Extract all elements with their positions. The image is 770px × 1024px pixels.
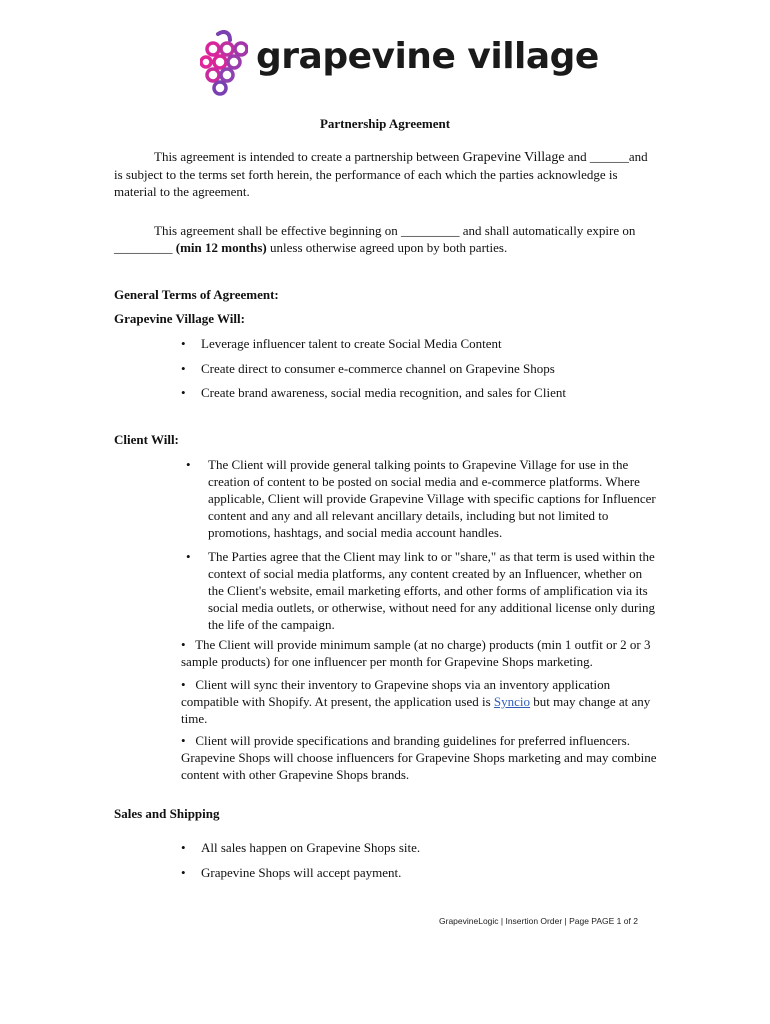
bullet: • [181,677,186,692]
page-footer: GrapevineLogic | Insertion Order | Page PAGE 1 of 2 [439,916,638,926]
intro-paragraph-1 [114,148,654,200]
bullet: • [181,733,186,748]
client-specifications-paragraph [181,732,661,783]
list-item [186,548,656,633]
list-item-text: Create direct to consumer e-commerce channel on Grapevine Shops [201,360,555,376]
list-item [181,335,661,352]
grape-cluster-icon [200,30,248,96]
list-item-text: The Parties agree that the Client may link to or "share," as that term is used within the context of social media platforms, any content created by an Influencer, whether on the Client's website, email marketing efforts, and other forms of amplification via its social media outlets, or otherwise, without need for any additional license only during the life of the campaign. [208,549,655,632]
grapevine-village-will-heading: Grapevine Village Will: [114,311,245,326]
client-inventory-paragraph [181,676,661,727]
list-item [181,360,661,377]
intro-p2-text-b: unless otherwise agreed upon by both parties. [266,240,508,255]
bullet: • [186,457,191,472]
list-item [186,456,656,541]
list-item-text: All sales happen on Grapevine Shops site. [201,840,421,855]
syncio-link[interactable]: Syncio [493,694,531,709]
intro-p1-text-a: This agreement is intended to create a partnership between [154,149,463,164]
bullet: • [181,840,186,855]
sales-shipping-heading: Sales and Shipping [114,806,220,821]
bullet: • [181,360,186,376]
logo-wordmark: grapevine village [256,36,599,77]
paragraph-text-b: but may change at any time. [181,694,651,726]
list-item-text: Leverage influencer talent to create Social Media Content [201,336,502,351]
bullet: • [181,864,186,880]
list-item-text: Grapevine Shops will accept payment. [201,864,402,880]
paragraph-text: The Client will provide minimum sample (at no charge) products (min 1 outfit or 2 or 3 sample products) for one influencer per month for Grapevine Shops marketing. [181,637,651,669]
paragraph-text: Client will provide specifications and branding guidelines for preferred influencers. Grapevine Shops will choose influencers for Grapevine Shops marketing and may combine content with other Grapevine Shops brands. [181,733,657,782]
grapevine-village-will-list [181,335,661,409]
intro-p2-text-a: This agreement shall be effective beginning on _________ and shall automatically expire on _________ [114,223,636,255]
intro-p2-bold: (min 12 months) [175,240,267,255]
bullet: • [181,385,186,400]
document-title: Partnership Agreement [319,116,451,131]
bullet: • [181,637,186,652]
paragraph-text-a: Client will sync their inventory to Grapevine shops via an inventory application compatible with Shopify. At present, the application used is [181,677,611,709]
list-item-text: The Client will provide general talking points to Grapevine Village for use in the creation of content to be posted on social media and e-commerce platforms. Where applicable, Client will provide Grapevine Village with specific captions for Influencer content and any and all relevant ancillary details, including but not limited to promotions, hashtags, and social media account handles. [208,457,656,540]
list-item [181,864,661,881]
bullet: • [186,549,191,564]
intro-p1-brand: Grapevine Village [462,150,565,165]
sales-shipping-list [181,839,661,888]
client-samples-paragraph [181,636,661,670]
client-will-heading: Client Will: [114,432,179,447]
bullet: • [181,336,186,351]
intro-p1-text-b: and ______and is subject to the terms set forth herein, the performance of each which the parties acknowledge is material to the agreement. [114,149,648,199]
client-will-list [186,456,656,633]
list-item-text: Create brand awareness, social media recognition, and sales for Client [201,385,566,400]
list-item [181,384,661,401]
list-item [181,839,661,856]
general-terms-heading: General Terms of Agreement: [114,287,279,302]
grapevine-village-logo [200,30,599,96]
intro-paragraph-2 [114,222,654,256]
